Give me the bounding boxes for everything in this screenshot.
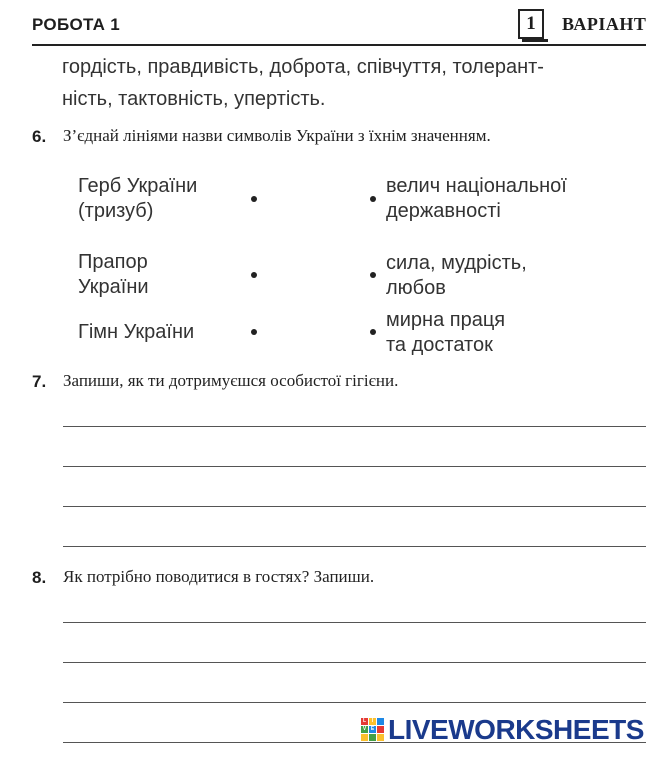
logo-letter-i: I [369, 718, 376, 725]
match-left-item-1-line-1: Герб України [78, 175, 198, 197]
match-right-dot-2[interactable] [370, 272, 376, 278]
match-right-item-1-line-2: державності [386, 200, 501, 222]
match-left-dot-1[interactable] [251, 196, 257, 202]
match-left-item-1 [78, 174, 197, 224]
liveworksheets-watermark: LIVEWORKSHEETS [388, 714, 644, 745]
match-right-dot-1[interactable] [370, 196, 376, 202]
answer-line-q8-3[interactable] [63, 702, 646, 703]
match-right-item-3 [386, 308, 505, 358]
match-left-item-2 [78, 250, 149, 300]
logo-block [361, 734, 368, 741]
logo-block [377, 718, 384, 725]
answer-line-q7-3[interactable] [63, 506, 646, 507]
question-6-number: 6. [32, 127, 47, 146]
logo-letter-e: E [370, 726, 375, 732]
variant-box-shadow [522, 39, 548, 42]
question-7-text: Запиши, як ти дотримуєшся особистої гігієни. [63, 371, 399, 390]
match-right-item-2-line-2: любов [386, 277, 446, 299]
match-right-item-3-line-2: та достаток [386, 334, 493, 356]
question-8-text: Як потрібно поводитися в гостях? Запиши. [63, 567, 375, 586]
logo-block [369, 734, 376, 741]
match-left-item-3 [78, 320, 194, 345]
logo-letter-v: V [362, 726, 367, 732]
logo-block [377, 726, 384, 733]
variant-label: ВАРІАНТ [562, 14, 647, 34]
match-right-item-2 [386, 251, 527, 301]
match-right-item-1-line-1: велич національної [386, 175, 567, 197]
match-right-item-2-line-1: сила, мудрість, [386, 252, 527, 274]
continuation-line-2: ність, тактовність, упертість. [62, 88, 326, 110]
logo-letter-l: L [362, 718, 367, 724]
match-right-item-3-line-1: мирна праця [386, 309, 506, 331]
match-right-dot-3[interactable] [370, 329, 376, 335]
page-title: РОБОТА 1 [32, 15, 120, 34]
question-8-number: 8. [32, 568, 47, 587]
question-6-text: З’єднай лініями назви символів України з їхнім значенням. [63, 126, 491, 145]
liveworksheets-logo-icon [361, 718, 385, 742]
match-left-dot-3[interactable] [251, 329, 257, 335]
match-left-item-2-line-1: Прапор [78, 251, 148, 273]
answer-line-q8-2[interactable] [63, 662, 646, 663]
match-right-item-1 [386, 174, 567, 224]
answer-line-q8-1[interactable] [63, 622, 646, 623]
variant-number: 1 [518, 9, 544, 39]
header-divider [32, 44, 646, 46]
match-left-item-1-line-2: (тризуб) [78, 200, 154, 222]
continuation-line-1: гордість, правдивість, доброта, співчуття, толерант- [62, 56, 544, 78]
logo-block [377, 734, 384, 741]
match-left-item-3-line-1: Гімн України [78, 321, 195, 343]
match-left-dot-2[interactable] [251, 272, 257, 278]
answer-line-q7-1[interactable] [63, 426, 646, 427]
answer-line-q7-4[interactable] [63, 546, 646, 547]
match-left-item-2-line-2: України [78, 276, 149, 298]
answer-line-q7-2[interactable] [63, 466, 646, 467]
question-7-number: 7. [32, 372, 47, 391]
